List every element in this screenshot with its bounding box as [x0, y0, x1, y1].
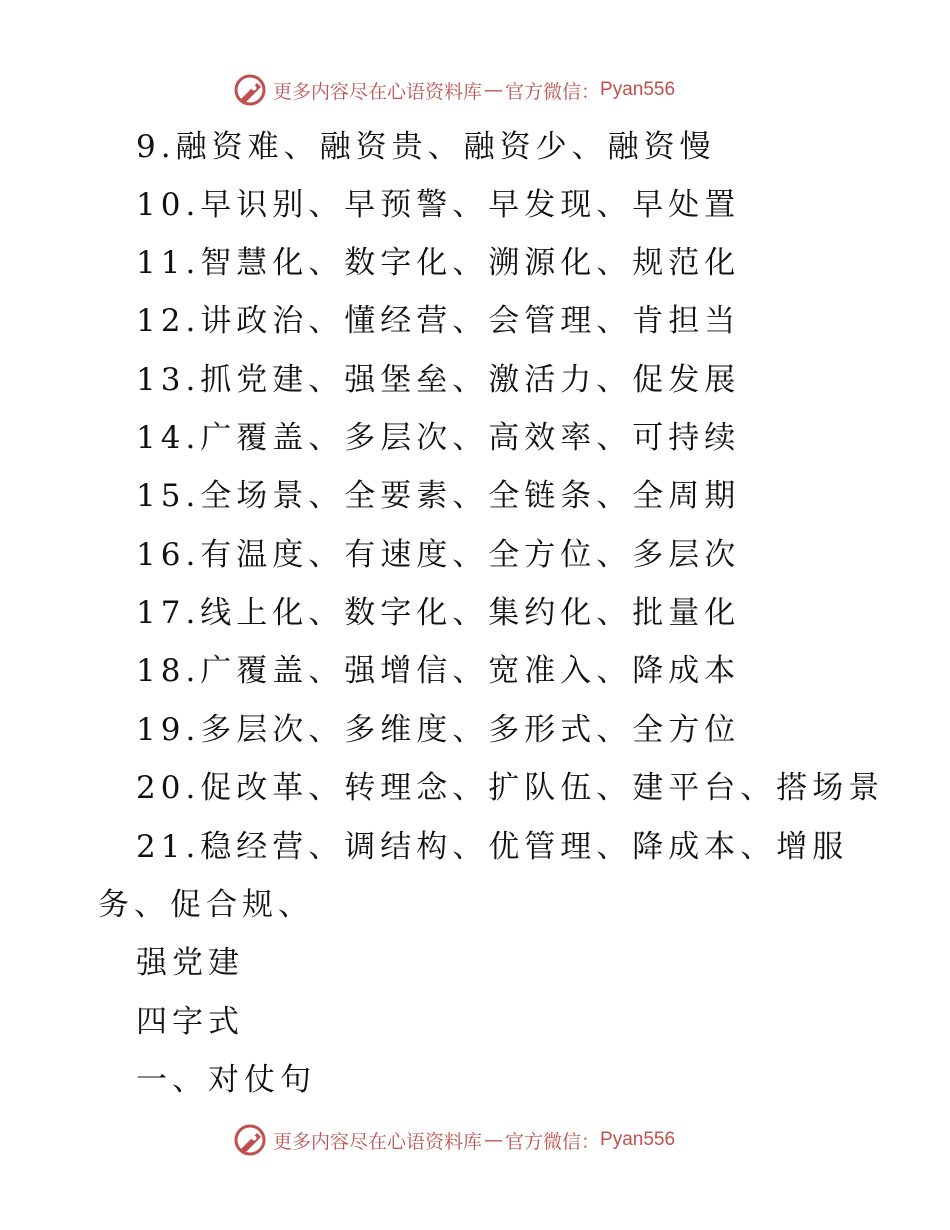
- list-item-21-continued: 务、促合规、: [98, 887, 314, 923]
- banner-wechat-label: 官方微信：: [505, 1130, 601, 1153]
- list-item-10: 10.早识别、早预警、早发现、早处置: [136, 187, 741, 223]
- footer-watermark-banner: [233, 1123, 675, 1157]
- banner-wechat-label: 官方微信：: [505, 80, 601, 103]
- text-line: 强党建: [136, 945, 244, 981]
- list-item-16: 16.有温度、有速度、全方位、多层次: [136, 537, 741, 573]
- banner-dash: —: [484, 79, 504, 101]
- list-item-20: 20.促改革、转理念、扩队伍、建平台、搭场景: [136, 770, 885, 806]
- list-item-9: 9.融资难、融资贵、融资少、融资慢: [136, 129, 716, 165]
- banner-wechat-id: Pyan556: [600, 1129, 676, 1150]
- list-item-13: 13.抓党建、强堡垒、激活力、促发展: [136, 362, 741, 398]
- list-item-21: 21.稳经营、调结构、优管理、降成本、增服: [136, 829, 849, 865]
- section-heading: 一、对仗句: [136, 1062, 316, 1098]
- list-item-15: 15.全场景、全要素、全链条、全周期: [136, 478, 741, 514]
- list-item-17: 17.线上化、数字化、集约化、批量化: [136, 595, 741, 631]
- banner-text: 更多内容尽在心语资料库: [273, 80, 483, 103]
- banner-dash: —: [484, 1129, 504, 1151]
- list-item-14: 14.广覆盖、多层次、高效率、可持续: [136, 420, 741, 456]
- text-line: 四字式: [136, 1004, 244, 1040]
- list-item-19: 19.多层次、多维度、多形式、全方位: [136, 712, 741, 748]
- banner-wechat-id: Pyan556: [600, 79, 676, 100]
- list-item-18: 18.广覆盖、强增信、宽准入、降成本: [136, 653, 741, 689]
- banner-text: 更多内容尽在心语资料库: [273, 1130, 483, 1153]
- list-item-11: 11.智慧化、数字化、溯源化、规范化: [136, 245, 741, 281]
- list-item-12: 12.讲政治、懂经营、会管理、肯担当: [136, 303, 741, 339]
- pen-logo-icon: [233, 1123, 267, 1157]
